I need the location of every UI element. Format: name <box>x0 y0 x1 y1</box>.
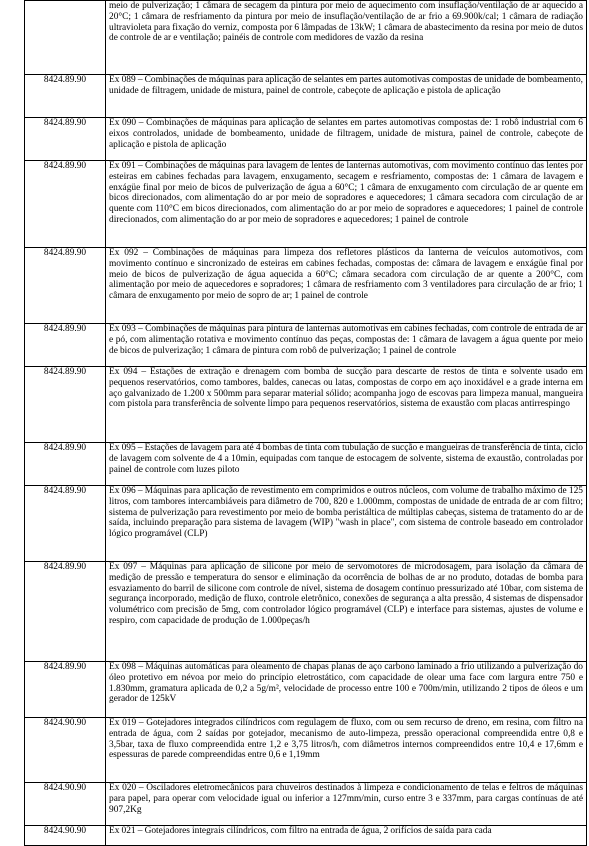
ncm-code-cell: 8424.89.90 <box>25 562 106 662</box>
ex-description-cell: meio de pulverização; 1 câmara de secagem da pintura por meio de aquecimento com insuflação/ventilação de ar aquecido a 20°C; 1 câmara de resfriamento da pintura por meio de insuflação/ventilação de ar frio a 69.900k/cal; 1 câmara de radiação ultravioleta para fixação do verniz, composta por 6 lâmpadas de 13kW; 1 câmara de abastecimento da resina por meio de dutos de controle de ar e ventilação; painéis de controle com medidores de vazão da resina <box>106 1 587 75</box>
ncm-code-cell: 8424.89.90 <box>25 161 106 248</box>
table-row <box>25 562 587 662</box>
table-row <box>25 443 587 486</box>
table-row <box>25 1 587 75</box>
table-row <box>25 324 587 367</box>
ncm-code-cell <box>25 1 106 75</box>
ncm-code-cell: 8424.89.90 <box>25 486 106 562</box>
ex-description-cell: Ex 095 – Estações de lavagem para até 4 bombas de tinta com tubulação de sucção e mangueiras de transferência de tinta, ciclo de lavagem com solvente de 4 a 10min, equipadas com tanque de estocagem de solvente, sistema de exaustão, controladas por painel de controle com luzes piloto <box>106 443 587 486</box>
ex-description-cell: Ex 092 – Combinações de máquinas para limpeza dos refletores plásticos da lanterna de veículos automotivos, com movimento contínuo e sincronizado de esteiras em cabines fechadas, compostas de: câmara de lavagem e enxágüe final por meio de bicos de pulverização de água aquecida a 60°C; câmara secadora com circulação de ar quente a 200°C, com alimentação por meio de aquecedores e sopradores; 1 câmara de resfriamento com 3 ventiladores para circulação de ar frio; 1 câmara de enxugamento por meio de sopro de ar; 1 painel de controle <box>106 248 587 324</box>
tariff-table-body <box>25 1 587 846</box>
ncm-code-cell: 8424.89.90 <box>25 324 106 367</box>
ex-description-cell: Ex 089 – Combinações de máquinas para aplicação de selantes em partes automotivas compostas de unidade de bombeamento, unidade de filtragem, unidade de mistura, painel de controle, cabeçote de aplicação e pistola de aplicação <box>106 75 587 118</box>
table-row <box>25 783 587 826</box>
ncm-code-cell: 8424.90.90 <box>25 718 106 783</box>
ex-description-cell: Ex 021 – Gotejadores integrais cilíndricos, com filtro na entrada de água, 2 orifícios de saída para cada <box>106 826 587 846</box>
table-row <box>25 718 587 783</box>
ex-description-cell: Ex 020 – Osciladores eletromecânicos para chuveiros destinados à limpeza e condicionamento de telas e feltros de máquinas para papel, para operar com velocidade igual ou inferior a 127mm/min, curso entre 3 e 337mm, para cargas contínuas de até 907,2Kg <box>106 783 587 826</box>
ncm-code-cell: 8424.89.90 <box>25 118 106 161</box>
tariff-table <box>24 0 587 846</box>
ncm-code-cell: 8424.90.90 <box>25 826 106 846</box>
table-row <box>25 367 587 443</box>
table-row <box>25 486 587 562</box>
ex-description-cell: Ex 098 – Máquinas automáticas para oleamento de chapas planas de aço carbono laminado a frio utilizando a pulverização do óleo protetivo em névoa por meio do princípio eletrostático, com capacidade de olear uma face com largura entre 750 e 1.830mm, gramatura aplicada de 0,2 a 5g/m², velocidade de processo entre 100 e 700m/min, utilizando 2 tipos de óleos e um gerador de 125kV <box>106 662 587 718</box>
table-row <box>25 118 587 161</box>
table-row <box>25 161 587 248</box>
ncm-code-cell: 8424.89.90 <box>25 443 106 486</box>
table-row <box>25 248 587 324</box>
ex-description-cell: Ex 090 – Combinações de máquinas para aplicação de selantes em partes automotivas compostas de: 1 robô industrial com 6 eixos controlados, unidade de bombeamento, unidade de filtragem, unidade de mistura, painel de controle, cabeçote de aplicação e pistola de aplicação <box>106 118 587 161</box>
ncm-code-cell: 8424.89.90 <box>25 248 106 324</box>
ncm-code-cell: 8424.89.90 <box>25 367 106 443</box>
ex-description-cell: Ex 091 – Combinações de máquinas para lavagem de lentes de lanternas automotivas, com movimento contínuo das lentes por esteiras em cabines fechadas para lavagem, enxugamento, secagem e resfriamento, compostas de: 1 câmara de lavagem e enxágüe final por meio de bicos de pulverização de água a 60°C; 1 câmara de enxugamento com circulação de ar quente em bicos direcionados, com alimentação do ar por meio de sopradores e aquecedores; 1 câmara secadora com circulação de ar quente com 110°C em bicos direcionados, com alimentação do ar por meio de sopradores e aquecedores; 1 painel de controle direcionados, com alimentação do ar por meio de sopradores e aquecedores; 1 painel de controle <box>106 161 587 248</box>
ex-description-cell: Ex 097 – Máquinas para aplicação de silicone por meio de servomotores de microdosagem, para isolação da câmara de medição de pressão e temperatura do sensor e eliminação da ocorrência de bolhas de ar no produto, dotadas de bomba para esvaziamento do barril de silicone com controle de nível, sistema de dosagem contínuo pressurizado até 10bar, com sistema de segurança incorporado, medição de fluxo, controle eletrônico, conexões de segurança a alta pressão, 4 sistemas de dispensador volumétrico com precisão de 5mg, com controlador lógico programável (CLP) e interface para sistemas, ajustes de volume e respiro, com capacidade de produção de 1.000peças/h <box>106 562 587 662</box>
ex-description-cell: Ex 019 – Gotejadores integrados cilíndricos com regulagem de fluxo, com ou sem recurso de dreno, em resina, com filtro na entrada de água, com 2 saídas por gotejador, mecanismo de auto-limpeza, pressão operacional compreendida entre 0,8 e 3,5bar, taxa de fluxo compreendida entre 1,2 e 3,75 litros/h, com diâmetros internos compreendidos entre 10,4 e 17,6mm e espessuras de parede compreendidas entre 0,6 e 1,19mm <box>106 718 587 783</box>
ex-description-cell: Ex 094 – Estações de extração e drenagem com bomba de sucção para descarte de restos de tinta e solvente usado em pequenos reservatórios, como tambores, baldes, canecas ou latas, compostas de corpo em aço inoxidável e a grade interna em aço galvanizado de 1.200 x 500mm para separar material sólido; acompanha jogo de escovas para limpeza manual, mangueira com pistola para transferência de solvente limpo para pequenos reservatórios, sistema de exaustão com placas antirrespingo <box>106 367 587 443</box>
ncm-code-cell: 8424.89.90 <box>25 75 106 118</box>
ncm-code-cell: 8424.90.90 <box>25 783 106 826</box>
table-row <box>25 662 587 718</box>
ncm-code-cell: 8424.89.90 <box>25 662 106 718</box>
ex-description-cell: Ex 096 – Máquinas para aplicação de revestimento em comprimidos e outros núcleos, com volume de trabalho máximo de 125 litros, com tambores intercambiáveis para diâmetro de 700, 820 e 1.000mm, compostas de unidade de entrada de ar com filtro; sistema de pulverização para revestimento por meio de bomba peristáltica de múltiplas cabeças, sistema de tratamento do ar de saída, incluindo preparação para sistema de lavagem (WIP) "wash in place", com sistema de controle baseado em controlador lógico programável (CLP) <box>106 486 587 562</box>
ex-description-cell: Ex 093 – Combinações de máquinas para pintura de lanternas automotivas em cabines fechadas, com controle de entrada de ar e pó, com alimentação rotativa e movimento contínuo das peças, compostas de: 1 câmara de lavagem a água quente por meio de bicos de pulverização; 1 câmara de pintura com robô de pulverização; 1 painel de controle <box>106 324 587 367</box>
table-row <box>25 75 587 118</box>
